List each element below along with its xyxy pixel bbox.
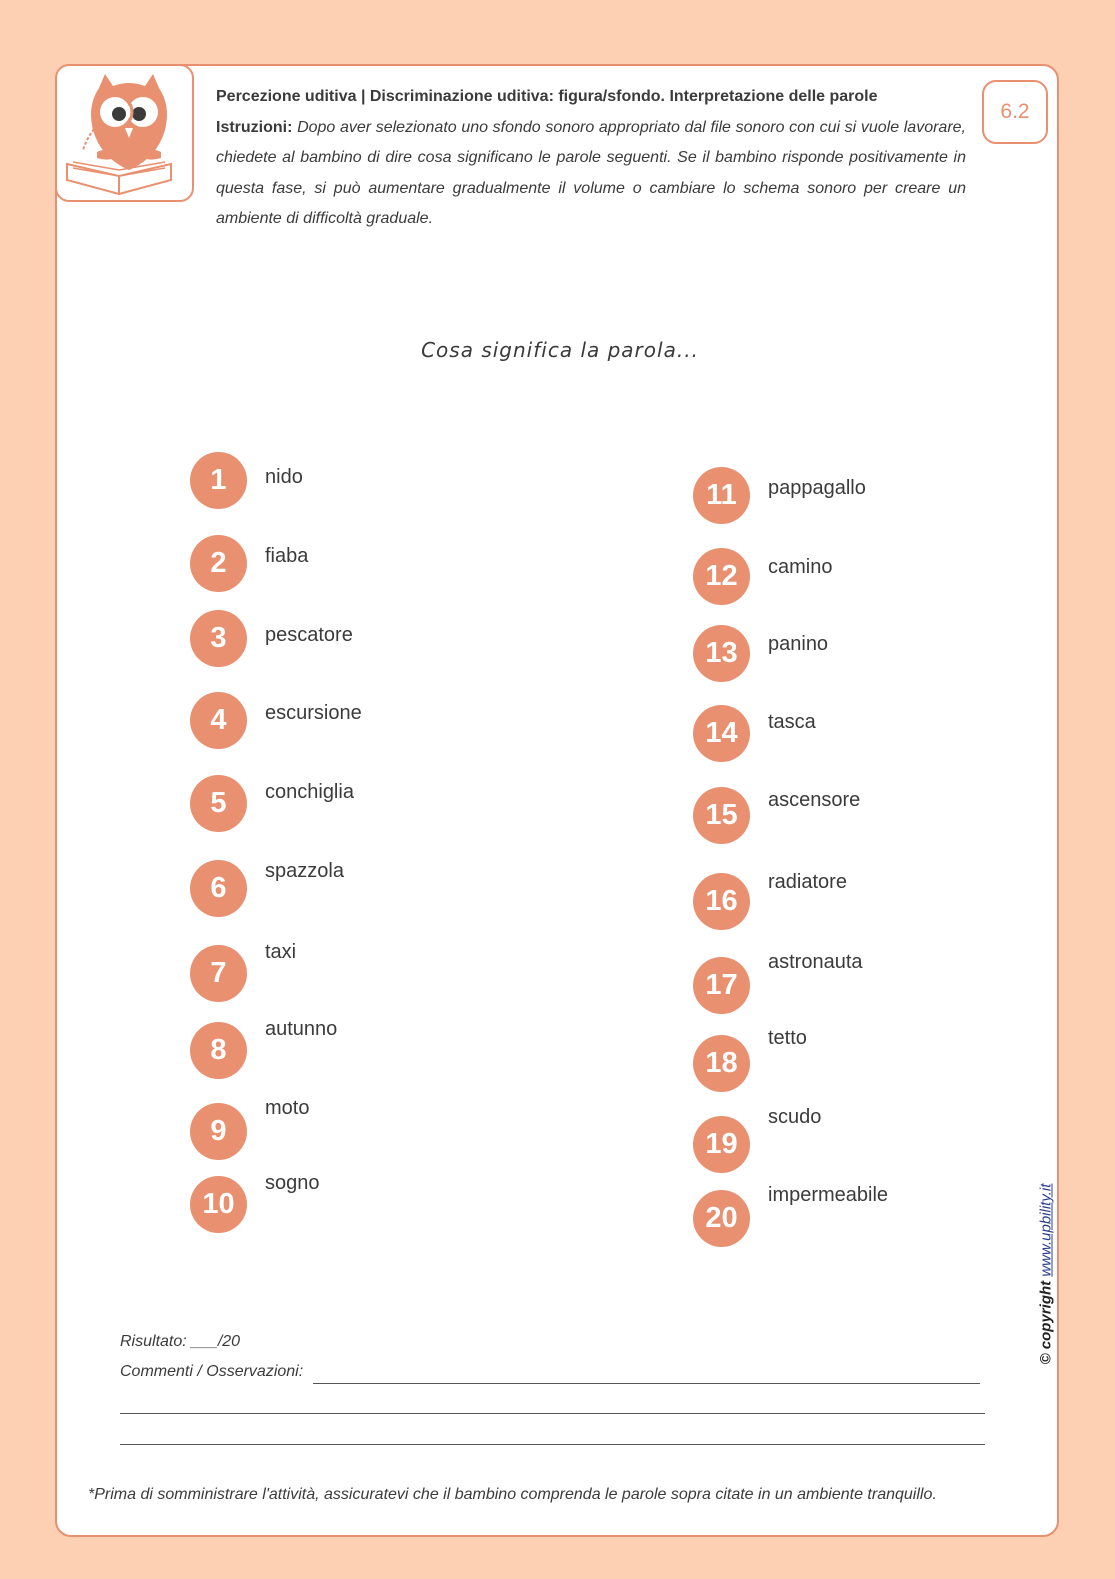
word-item — [693, 787, 1033, 847]
word-item — [693, 1184, 1033, 1250]
word-item — [693, 625, 1033, 685]
word-label: radiatore — [768, 871, 847, 893]
website-link[interactable]: www.upbility.it — [1037, 1183, 1055, 1277]
footnote: *Prima di somministrare l'attività, assicuratevi che il bambino comprenda le parole sopra citate in un ambiente tranquillo. — [88, 1486, 937, 1503]
number-badge: 3 — [190, 610, 247, 667]
copyright-label: © copyright — [1037, 1280, 1055, 1365]
instructions — [216, 113, 966, 235]
activity-code-badge: 6.2 — [982, 80, 1048, 144]
number-badge: 18 — [693, 1035, 750, 1092]
number-badge: 17 — [693, 957, 750, 1014]
number-badge: 4 — [190, 692, 247, 749]
word-item — [693, 873, 1033, 933]
number-badge: 2 — [190, 535, 247, 592]
number-badge: 14 — [693, 705, 750, 762]
word-item — [693, 705, 1033, 765]
number-badge: 19 — [693, 1116, 750, 1173]
number-badge: 12 — [693, 548, 750, 605]
word-item — [693, 548, 1033, 608]
word-label: pescatore — [265, 624, 353, 646]
word-label: scudo — [768, 1106, 822, 1128]
owl-reading-book-icon — [39, 66, 219, 206]
number-badge: 9 — [190, 1103, 247, 1160]
word-item — [693, 1027, 1033, 1095]
number-badge: 7 — [190, 945, 247, 1002]
comments-line — [120, 1444, 985, 1445]
word-label: nido — [265, 466, 303, 488]
word-label: pappagallo — [768, 477, 866, 499]
number-badge: 16 — [693, 873, 750, 930]
word-label: moto — [265, 1097, 310, 1119]
copyright-notice — [1038, 1184, 1055, 1365]
word-label: tasca — [768, 711, 816, 733]
word-label: spazzola — [265, 860, 344, 882]
activity-title: Percezione uditiva | Discriminazione uditiva: figura/sfondo. Interpretazione delle parole — [216, 88, 878, 105]
word-label: astronauta — [768, 951, 863, 973]
number-badge: 15 — [693, 787, 750, 844]
word-label: conchiglia — [265, 781, 354, 803]
word-label: taxi — [265, 941, 297, 963]
word-item — [693, 467, 1033, 527]
number-badge: 6 — [190, 860, 247, 917]
word-item — [190, 860, 530, 920]
comments-line — [120, 1413, 985, 1414]
number-badge: 5 — [190, 775, 247, 832]
number-badge: 13 — [693, 625, 750, 682]
number-badge: 20 — [693, 1190, 750, 1247]
word-label: ascensore — [768, 789, 861, 811]
word-item — [190, 1172, 530, 1236]
comments-line — [313, 1383, 980, 1384]
word-item — [190, 941, 530, 1005]
number-badge: 10 — [190, 1176, 247, 1233]
prompt-heading: Cosa significa la parola... — [421, 338, 699, 362]
logo-box — [55, 64, 194, 202]
word-label: autunno — [265, 1018, 338, 1040]
word-item — [190, 452, 530, 512]
word-item — [190, 1097, 530, 1163]
word-label: camino — [768, 556, 833, 578]
word-item — [693, 1106, 1033, 1176]
word-label: impermeabile — [768, 1184, 889, 1206]
word-label: fiaba — [265, 545, 309, 567]
result-score: Risultato: ___/20 — [120, 1333, 241, 1350]
comments-label: Commenti / Osservazioni: — [120, 1363, 304, 1380]
number-badge: 8 — [190, 1022, 247, 1079]
word-label: panino — [768, 633, 829, 655]
number-badge: 1 — [190, 452, 247, 509]
word-label: tetto — [768, 1027, 807, 1049]
word-item — [190, 692, 530, 752]
word-item — [190, 610, 530, 670]
instructions-label: Istruzioni: — [216, 118, 293, 136]
number-badge: 11 — [693, 467, 750, 524]
word-item — [190, 775, 530, 835]
word-item — [693, 951, 1033, 1017]
header-text — [216, 82, 966, 235]
instructions-text: Dopo aver selezionato uno sfondo sonoro appropriato dal file sonoro con cui si vuole lavorare, chiedete al bambino di dire cosa significano le parole seguenti. Se il bambino risponde positivamente in questa fase, si può aumentare gradualmente il volume o cambiare lo schema sonoro per creare un ambiente di difficoltà graduale. — [216, 118, 966, 227]
word-label: escursione — [265, 702, 362, 724]
word-item — [190, 1018, 530, 1082]
word-item — [190, 535, 530, 595]
word-label: sogno — [265, 1172, 320, 1194]
